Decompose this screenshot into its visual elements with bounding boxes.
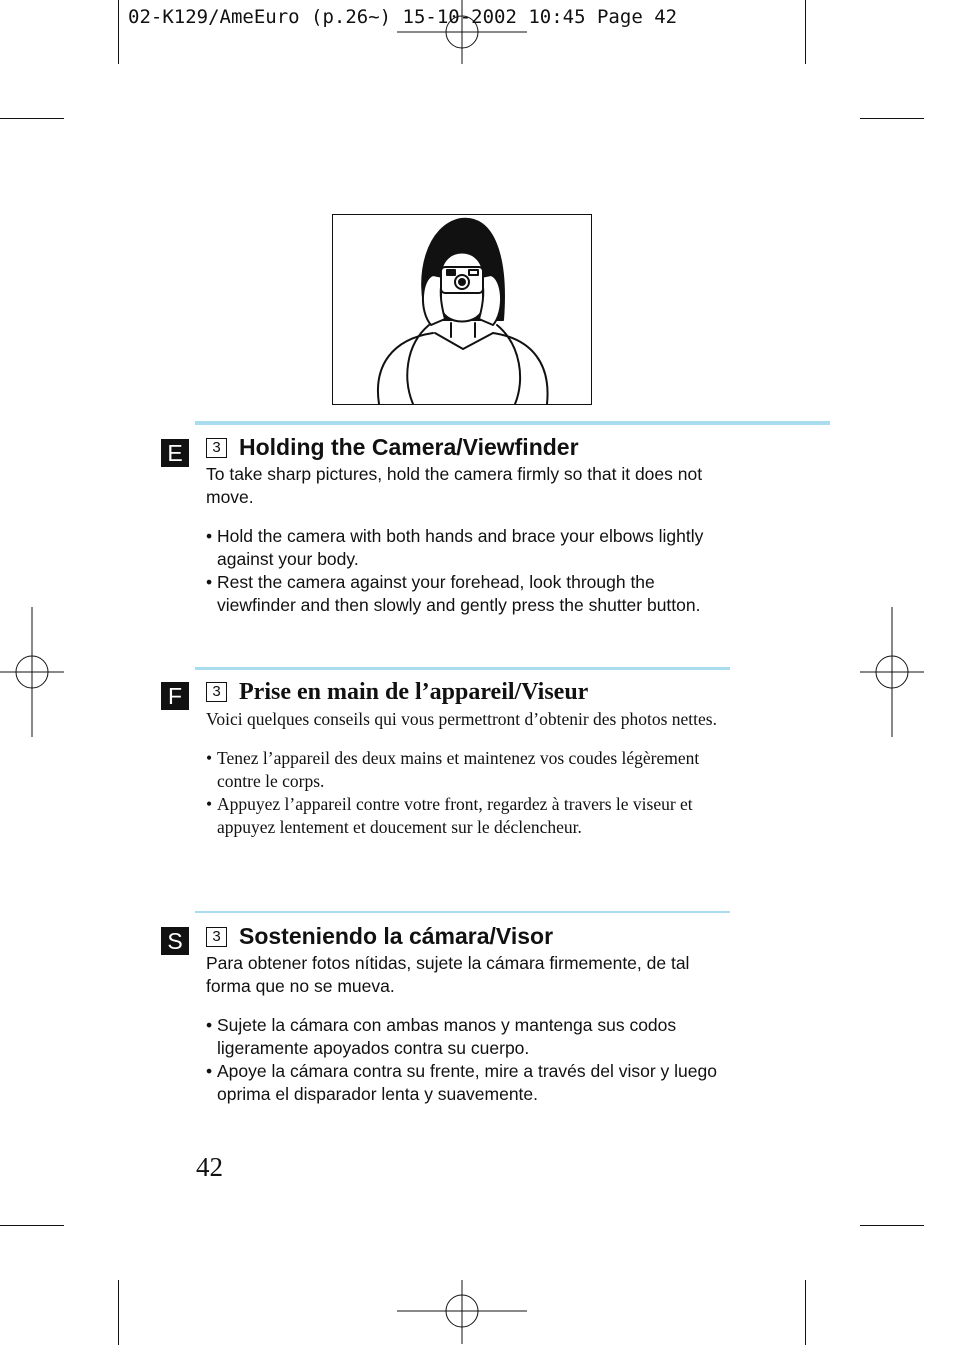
crop-mark-top-left-horizontal bbox=[0, 118, 64, 119]
crosshair-circle-icon bbox=[0, 607, 64, 737]
step-number-box: 3 bbox=[206, 438, 227, 458]
intro-paragraph: To take sharp pictures, hold the camera firmly so that it does not move. bbox=[206, 464, 703, 507]
list-item bbox=[206, 1060, 726, 1106]
section-rule-english bbox=[195, 421, 830, 425]
bullet-char: • bbox=[206, 572, 213, 592]
intro-paragraph: Voici quelques conseils qui vous permettront d’obtenir des photos nettes. bbox=[206, 709, 717, 729]
list-item-text: Tenez l’appareil des deux mains et maintenez vos coudes légèrement contre le corps. bbox=[217, 748, 700, 791]
bullet-char: • bbox=[206, 748, 213, 768]
section-body-spanish bbox=[206, 952, 726, 1106]
list-item-text: Appuyez l’appareil contre votre front, regardez à travers le viseur et appuyez lentement et doucement sur le déclencheur. bbox=[217, 794, 693, 837]
section-body-english bbox=[206, 463, 726, 617]
bullet-list bbox=[206, 747, 726, 839]
crop-mark-bottom-left-vertical bbox=[118, 1280, 119, 1345]
list-item-text: Apoye la cámara contra su frente, mire a través del visor y luego oprima el disparador lenta y suavemente. bbox=[217, 1061, 717, 1104]
language-badge-english: E bbox=[161, 439, 189, 467]
section-rule-french bbox=[195, 667, 730, 670]
list-item bbox=[206, 525, 726, 571]
illustration-person-holding-camera bbox=[332, 214, 592, 405]
heading-text: Sosteniendo la cámara/Visor bbox=[239, 923, 554, 949]
step-number-box: 3 bbox=[206, 682, 227, 702]
bullet-char: • bbox=[206, 1061, 213, 1081]
heading-text: Prise en main de l’appareil/Viseur bbox=[239, 679, 589, 705]
list-item bbox=[206, 793, 726, 839]
page-number: 42 bbox=[196, 1152, 223, 1182]
section-body-french bbox=[206, 708, 726, 839]
crosshair-circle-icon bbox=[397, 0, 527, 64]
crop-mark-top-right-horizontal bbox=[860, 118, 924, 119]
bullet-list bbox=[206, 1014, 726, 1106]
crosshair-circle-icon bbox=[860, 607, 924, 737]
section-title-spanish bbox=[206, 923, 553, 950]
section-rule-spanish bbox=[195, 911, 730, 913]
crop-mark-bottom-left-horizontal bbox=[0, 1225, 64, 1226]
crosshair-circle-icon bbox=[397, 1280, 527, 1344]
list-item bbox=[206, 1014, 726, 1060]
section-title-english bbox=[206, 434, 579, 461]
crop-mark-bottom-right-horizontal bbox=[860, 1225, 924, 1226]
crop-mark-top-right-vertical bbox=[805, 0, 806, 64]
crop-mark-bottom-right-vertical bbox=[805, 1280, 806, 1345]
section-title-french bbox=[206, 679, 588, 706]
bullet-char: • bbox=[206, 794, 213, 814]
person-holding-camera-icon bbox=[333, 215, 591, 404]
print-slug-header: 02-K129/AmeEuro (p.26~) 15-10-2002 10:45 Page 42 bbox=[128, 6, 678, 28]
bullet-list bbox=[206, 525, 726, 617]
list-item-text: Sujete la cámara con ambas manos y mantenga sus codos ligeramente apoyados contra su cuerpo. bbox=[217, 1015, 677, 1058]
language-badge-french: F bbox=[161, 682, 189, 710]
heading-text: Holding the Camera/Viewfinder bbox=[239, 434, 579, 460]
list-item bbox=[206, 571, 726, 617]
intro-paragraph: Para obtener fotos nítidas, sujete la cámara firmemente, de tal forma que no se mueva. bbox=[206, 953, 690, 996]
list-item-text: Rest the camera against your forehead, look through the viewfinder and then slowly and gently press the shutter button. bbox=[217, 572, 701, 615]
list-item-text: Hold the camera with both hands and brace your elbows lightly against your body. bbox=[217, 526, 704, 569]
list-item bbox=[206, 747, 726, 793]
language-badge-spanish: S bbox=[161, 927, 189, 955]
bullet-char: • bbox=[206, 526, 213, 546]
bullet-char: • bbox=[206, 1015, 213, 1035]
crop-mark-top-left-vertical bbox=[118, 0, 119, 64]
step-number-box: 3 bbox=[206, 927, 227, 947]
